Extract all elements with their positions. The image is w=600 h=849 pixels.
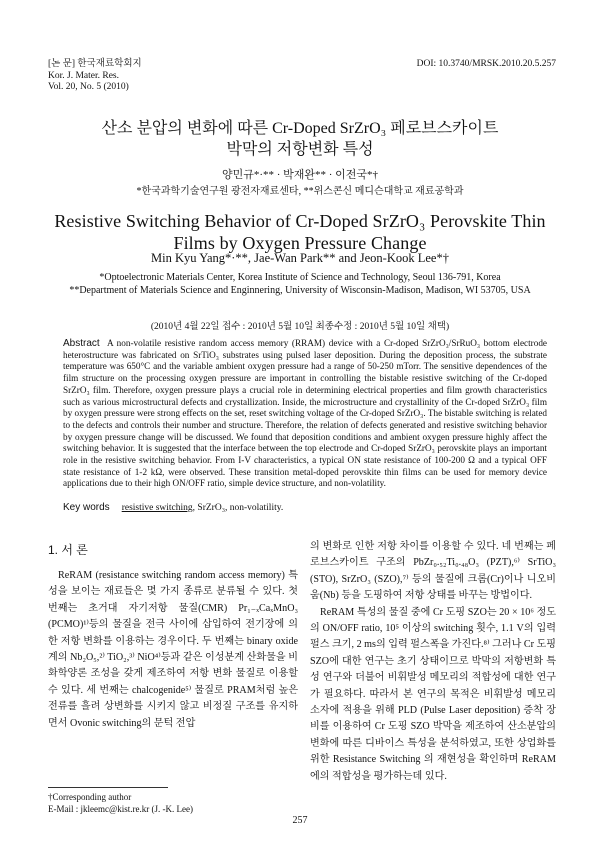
title-ko: [40, 118, 560, 160]
footnote-email: E-Mail : jkleemc@kist.re.kr (J. -K. Lee): [48, 804, 193, 814]
section-title: 1. 서 론: [48, 543, 88, 557]
doi: DOI: 10.3740/MRSK.2010.20.5.257: [416, 59, 556, 69]
title-en-line2: Films by Oxygen Pressure Change: [173, 233, 427, 253]
journal-name-ko: [논 문] 한국재료학회지: [48, 59, 142, 69]
footnote: [48, 791, 193, 815]
title-ko-line2: 박막의 저항변화 특성: [226, 141, 374, 158]
keywords-rest: , SrZrO₃, non-volatility.: [192, 503, 284, 513]
title-ko-line1: 산소 분압의 변화에 따른 Cr-Doped SrZrO₃ 페로브스카이트: [101, 120, 499, 137]
right-column: [310, 539, 556, 785]
abstract-label: Abstract: [63, 338, 100, 349]
keyword-resistive-switching: resistive switching: [121, 503, 193, 513]
received-dates: (2010년 4월 22일 접수 : 2010년 5월 10일 최종수정 : 2010년 5월 10일 채택): [150, 322, 450, 332]
page-number: 257: [292, 815, 308, 826]
left-column: [48, 568, 298, 732]
authors-ko: 양민규*·** · 박재완** · 이전국*†: [221, 169, 379, 181]
affiliation-ko: *한국과학기술연구원 광전자재료센타, **위스콘신 메디슨대학교 재료공학과: [136, 186, 464, 197]
abstract: [63, 338, 547, 490]
right-col-paragraph-2: ReRAM 특성의 물질 중에 Cr 도핑 SZO는 20 × 10⁶ 정도의 ON/OFF ratio, 10⁵ 이상의 switching 횟수, 1.1 V의 입력 펄스 크기, 2 ms의 입력 펄스폭을 가진다.⁸⁾ 그러나 Cr 도핑 SZO에 대한 연구는 초기 상태이므로 박막의 저항변화 특성 연구와 더불어 비휘발성 메모리의 적합성에 대한 연구가 필요하다. 따라서 본 연구의 목적은 비휘발성 메모리 소자에 적용을 위해 PLD (Pulse Laser deposition) 증착 장비를 이용하여 Cr 도핑 SZO 박막을 제조하여 산소분압의 변화에 따른 디바이스 특성을 분석하였고, 또한 상업화를 위한 Resistance Switching 의 재현성을 확인하며 ReRAM에의 적합성을 평가하는데 있다.: [310, 606, 556, 782]
keywords-label: Key words: [63, 502, 110, 513]
title-en-line1: Resistive Switching Behavior of Cr-Doped SrZrO₃ Perovskite Thin: [54, 211, 546, 231]
abstract-text: A non-volatile resistive random access memory (RRAM) device with a Cr-doped SrZrO₃/SrRuO₃ bottom electrode heterostructure was fabricated on SrTiO₃ substrates using pulsed laser deposition. During the deposition process, the substrate temperature was 650°C and the variable ambient oxygen pressure had a range of 50-250 mTorr. The sensitive dependences of the film structure on the processing oxygen pressure are important in controlling the bistable resistive switching of the Cr-doped SrZrO₃ film. Therefore, oxygen pressure plays a crucial role in determining electrical properties and film growth characteristics such as various microstructural defects and crystallization. Inside, the microstructure and crystallinity of the Cr-doped SrZrO₃ film by oxygen pressure were strong effects on the set, reset switching voltage of the Cr-doped SrZrO₃. The bistable switching is related to the defects and controls their number and structure. Therefore, the relation of defects generated and resistive switching behavior by oxygen pressure change will be discussed. We found that deposition conditions and ambient oxygen pressure highly affect the switching behavior. It is suggested that the interface between the top electrode and Cr-doped SrZrO₃ perovskite plays an important role in the resistive switching behavior. From I-V characteristics, a typical ON state resistance of 100-200 Ω and a typical OFF state resistance of 1-2 kΩ, were observed. These transition metal-doped perovskite thin films can be used for memory device applications due to their high ON/OFF ratio, simple device structure, and non-volatility.: [63, 338, 548, 489]
journal-header: [48, 59, 142, 94]
keywords: [63, 502, 547, 513]
footnote-corresponding: †Corresponding author: [48, 792, 132, 802]
affiliation-en: [30, 271, 570, 297]
affiliation-en-1: *Optoelectronic Materials Center, Korea Institute of Science and Technology, Seoul 136-791, Korea: [99, 272, 501, 283]
journal-volume: Vol. 20, No. 5 (2010): [48, 82, 129, 92]
authors-en: Min Kyu Yang*·**, Jae-Wan Park** and Jeon-Kook Lee*†: [151, 251, 449, 265]
title-en: [30, 210, 570, 254]
affiliation-en-2: **Department of Materials Science and Enginnering, University of Wisconsin-Madison, Madison, WI 53705, USA: [69, 285, 531, 296]
journal-name-en: Kor. J. Mater. Res.: [48, 70, 119, 81]
right-col-paragraph-1: 의 변화로 인한 저항 차이를 이용할 수 있다. 네 번째는 페로브스카이트 구조의 PbZr₀.₅₂Ti₀.₄₈O₃ (PZT),⁶⁾ SrTiO₃ (STO), SrZrO₃ (SZO),⁷⁾ 등의 물질에 크롬(Cr)이나 니오비움(Nb) 등을 도핑하여 저항 상태를 바꾸는 방법이다.: [310, 541, 556, 602]
footnote-rule: [48, 787, 168, 788]
left-col-paragraph: ReRAM (resistance switching random access memory) 특성을 보이는 재료들은 몇 가지 종류로 분류될 수 있다. 첫 번째는 초거대 자기저항 물질(CMR) Pr₁₋ₓCaₓMnO₃ (PCMO)¹⁾등의 물질을 전극 사이에 삽입하여 전기장에 의한 저항 변화를 이용하는 경우이다. 두 번째는 binary oxide계의 Nb₂O₅,²⁾ TiO₂,³⁾ NiO⁴⁾등과 같은 이성분계 산화물을 비화학양론 조성을 갖게 제조하여 저항 변화 물질로 이용할 수 있다. 세 번째는 chalcogenide⁵⁾ 물질로 PRAM처럼 높은 전류를 흘려 상변화를 시키지 않고 비정질 구조를 유지하면서 Ovonic switching의 문턱 전압: [48, 570, 298, 729]
